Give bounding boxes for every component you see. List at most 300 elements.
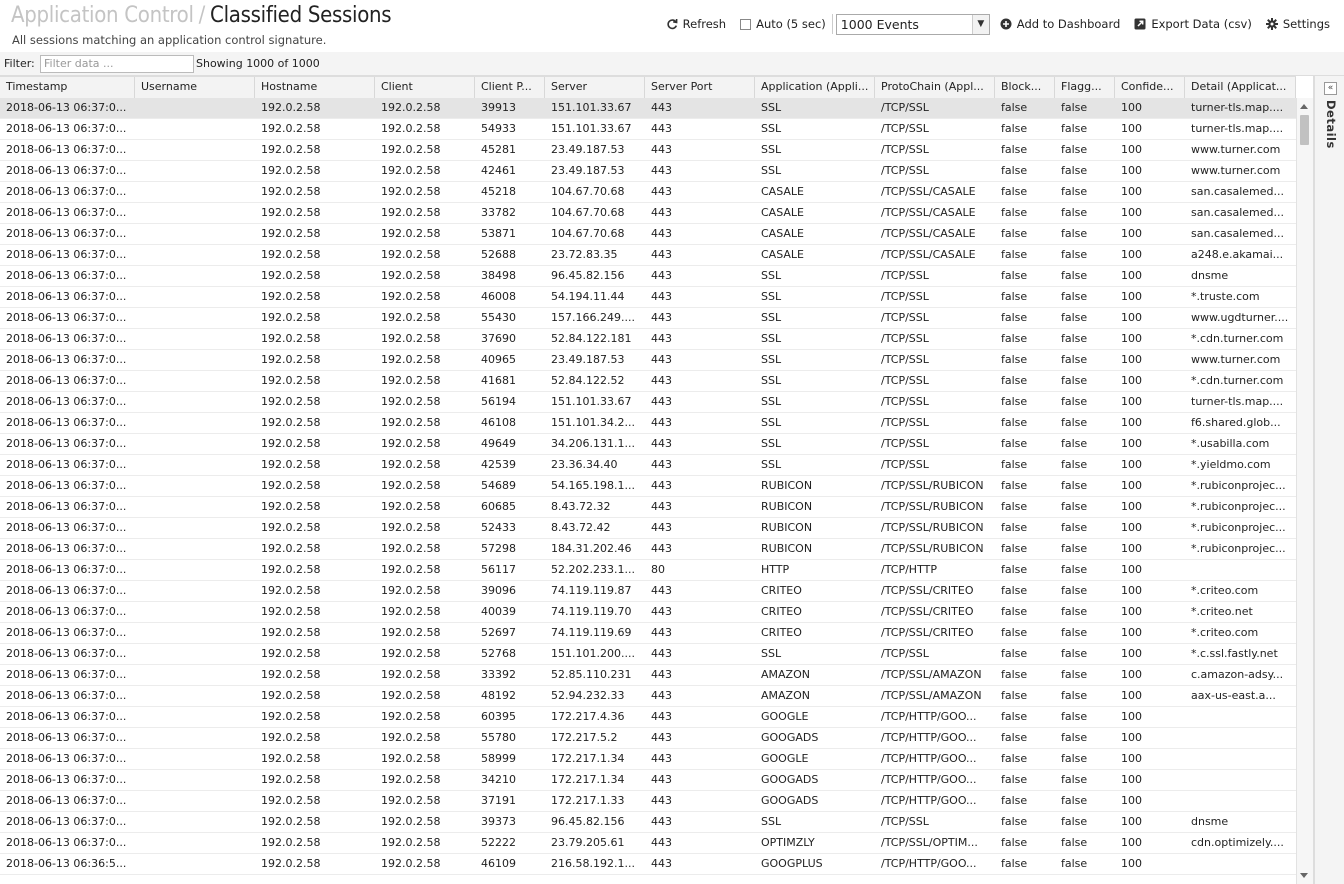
cell-client: 192.0.2.58 [381, 626, 441, 639]
cell-server-port: 443 [651, 353, 672, 366]
cell-server: 23.72.83.35 [551, 248, 618, 261]
cell-username [135, 539, 255, 559]
grid-header [0, 76, 1296, 99]
column-header-blocked[interactable]: Block... [995, 77, 1055, 98]
cell-client: 192.0.2.58 [381, 794, 441, 807]
cell-flagged: false [1061, 500, 1088, 513]
cell-confidence: 100 [1121, 122, 1142, 135]
cell-timestamp: 2018-06-13 06:36:5... [6, 857, 127, 870]
cell-application: SSL [761, 122, 782, 135]
cell-confidence: 100 [1121, 815, 1142, 828]
cell-username [135, 350, 255, 370]
cell-server: 151.101.33.67 [551, 395, 632, 408]
cell-hostname: 192.0.2.58 [261, 752, 321, 765]
table-row[interactable] [0, 329, 1296, 350]
cell-confidence: 100 [1121, 584, 1142, 597]
auto-refresh-checkbox[interactable] [740, 17, 826, 31]
cell-detail: *.criteo.com [1191, 626, 1259, 639]
cell-server: 184.31.202.46 [551, 542, 632, 555]
cell-timestamp: 2018-06-13 06:37:0... [6, 374, 127, 387]
cell-username [135, 434, 255, 454]
sessions-grid [0, 76, 1314, 884]
cell-hostname: 192.0.2.58 [261, 332, 321, 345]
cell-client: 192.0.2.58 [381, 206, 441, 219]
table-row[interactable] [0, 413, 1296, 434]
details-panel-label[interactable]: Details [1324, 100, 1338, 149]
table-row[interactable] [0, 623, 1296, 644]
column-header-server-port[interactable]: Server Port [645, 77, 755, 98]
cell-flagged: false [1061, 290, 1088, 303]
cell-client-port: 37191 [481, 794, 516, 807]
cell-hostname: 192.0.2.58 [261, 794, 321, 807]
table-row[interactable] [0, 539, 1296, 560]
filter-bar [0, 52, 1344, 76]
cell-hostname: 192.0.2.58 [261, 479, 321, 492]
cell-application: SSL [761, 164, 782, 177]
column-header-flagged[interactable]: Flagg... [1055, 77, 1115, 98]
cell-protochain: /TCP/SSL [881, 101, 929, 114]
cell-server: 151.101.33.67 [551, 101, 632, 114]
cell-client: 192.0.2.58 [381, 122, 441, 135]
table-row[interactable] [0, 371, 1296, 392]
cell-blocked: false [1001, 752, 1028, 765]
cell-blocked: false [1001, 269, 1028, 282]
cell-client: 192.0.2.58 [381, 836, 441, 849]
cell-client: 192.0.2.58 [381, 101, 441, 114]
cell-blocked: false [1001, 584, 1028, 597]
vertical-scrollbar[interactable] [1296, 98, 1314, 884]
table-row[interactable] [0, 245, 1296, 266]
cell-client-port: 45218 [481, 185, 516, 198]
cell-hostname: 192.0.2.58 [261, 773, 321, 786]
cell-hostname: 192.0.2.58 [261, 542, 321, 555]
cell-server: 151.101.33.67 [551, 122, 632, 135]
cell-client: 192.0.2.58 [381, 647, 441, 660]
table-row[interactable] [0, 518, 1296, 539]
cell-blocked: false [1001, 353, 1028, 366]
column-header-client-port[interactable]: Client P... [475, 77, 545, 98]
cell-timestamp: 2018-06-13 06:37:0... [6, 521, 127, 534]
cell-blocked: false [1001, 857, 1028, 870]
table-row[interactable] [0, 308, 1296, 329]
cell-protochain: /TCP/SSL/RUBICON [881, 521, 984, 534]
cell-timestamp: 2018-06-13 06:37:0... [6, 164, 127, 177]
cell-detail: c.amazon-adsy... [1191, 668, 1284, 681]
chevron-down-icon[interactable]: ▼ [972, 15, 989, 34]
cell-detail: *.cdn.turner.com [1191, 374, 1284, 387]
cell-hostname: 192.0.2.58 [261, 689, 321, 702]
cell-detail: *.rubiconprojec... [1191, 521, 1286, 534]
double-chevron-left-icon[interactable]: « [1324, 82, 1337, 95]
cell-server-port: 443 [651, 311, 672, 324]
cell-hostname: 192.0.2.58 [261, 269, 321, 282]
cell-timestamp: 2018-06-13 06:37:0... [6, 353, 127, 366]
cell-detail: *.rubiconprojec... [1191, 479, 1286, 492]
cell-server-port: 443 [651, 626, 672, 639]
cell-flagged: false [1061, 689, 1088, 702]
cell-flagged: false [1061, 794, 1088, 807]
cell-hostname: 192.0.2.58 [261, 164, 321, 177]
cell-client: 192.0.2.58 [381, 857, 441, 870]
cell-server: 74.119.119.87 [551, 584, 632, 597]
cell-timestamp: 2018-06-13 06:37:0... [6, 647, 127, 660]
checkbox-box[interactable] [740, 19, 751, 30]
table-row[interactable] [0, 98, 1296, 119]
cell-application: GOOGPLUS [761, 857, 823, 870]
table-row[interactable] [0, 161, 1296, 182]
cell-blocked: false [1001, 416, 1028, 429]
cell-application: GOOGLE [761, 710, 809, 723]
cell-server: 96.45.82.156 [551, 269, 625, 282]
cell-hostname: 192.0.2.58 [261, 815, 321, 828]
cell-blocked: false [1001, 605, 1028, 618]
cell-blocked: false [1001, 626, 1028, 639]
cell-username [135, 560, 255, 580]
cell-blocked: false [1001, 647, 1028, 660]
table-row[interactable] [0, 749, 1296, 770]
cell-confidence: 100 [1121, 752, 1142, 765]
cell-client-port: 40965 [481, 353, 516, 366]
cell-server-port: 443 [651, 332, 672, 345]
table-row[interactable] [0, 833, 1296, 854]
cell-flagged: false [1061, 563, 1088, 576]
cell-detail: dnsme [1191, 815, 1229, 828]
cell-flagged: false [1061, 605, 1088, 618]
cell-username [135, 707, 255, 727]
cell-client-port: 60395 [481, 710, 516, 723]
cell-username [135, 644, 255, 664]
table-row[interactable] [0, 812, 1296, 833]
column-header-timestamp[interactable]: Timestamp [0, 77, 135, 98]
cell-timestamp: 2018-06-13 06:37:0... [6, 563, 127, 576]
cell-client: 192.0.2.58 [381, 269, 441, 282]
cell-flagged: false [1061, 731, 1088, 744]
cell-protochain: /TCP/SSL/CASALE [881, 206, 976, 219]
cell-confidence: 100 [1121, 101, 1142, 114]
settings-button[interactable] [1266, 17, 1330, 31]
cell-username [135, 686, 255, 706]
table-row[interactable] [0, 392, 1296, 413]
cell-server-port: 443 [651, 122, 672, 135]
cell-confidence: 100 [1121, 458, 1142, 471]
add-to-dashboard-button[interactable] [1000, 17, 1121, 31]
table-row[interactable] [0, 497, 1296, 518]
table-row[interactable] [0, 644, 1296, 665]
cell-application: SSL [761, 332, 782, 345]
cell-hostname: 192.0.2.58 [261, 668, 321, 681]
cell-detail: san.casalemed... [1191, 185, 1284, 198]
cell-hostname: 192.0.2.58 [261, 290, 321, 303]
table-row[interactable] [0, 455, 1296, 476]
cell-hostname: 192.0.2.58 [261, 227, 321, 240]
cell-server: 74.119.119.70 [551, 605, 632, 618]
table-row[interactable] [0, 350, 1296, 371]
cell-username [135, 287, 255, 307]
cell-server: 96.45.82.156 [551, 815, 625, 828]
cell-client: 192.0.2.58 [381, 710, 441, 723]
cell-server-port: 443 [651, 101, 672, 114]
cell-username [135, 770, 255, 790]
cell-blocked: false [1001, 143, 1028, 156]
cell-confidence: 100 [1121, 269, 1142, 282]
cell-server-port: 443 [651, 542, 672, 555]
cell-timestamp: 2018-06-13 06:37:0... [6, 185, 127, 198]
cell-username [135, 98, 255, 118]
column-header-application[interactable]: Application (Appli... [755, 77, 875, 98]
cell-flagged: false [1061, 479, 1088, 492]
cell-detail: f6.shared.glob... [1191, 416, 1281, 429]
cell-client: 192.0.2.58 [381, 479, 441, 492]
scroll-down-arrow[interactable] [1300, 873, 1308, 878]
column-header-hostname[interactable]: Hostname [255, 77, 375, 98]
cell-server-port: 443 [651, 290, 672, 303]
cell-username [135, 455, 255, 475]
refresh-button[interactable] [666, 17, 726, 31]
cell-protochain: /TCP/HTTP/GOO... [881, 752, 977, 765]
cell-timestamp: 2018-06-13 06:37:0... [6, 143, 127, 156]
cell-client: 192.0.2.58 [381, 248, 441, 261]
cell-confidence: 100 [1121, 374, 1142, 387]
cell-flagged: false [1061, 584, 1088, 597]
cell-hostname: 192.0.2.58 [261, 353, 321, 366]
cell-protochain: /TCP/SSL/OPTIM... [881, 836, 978, 849]
cell-server: 104.67.70.68 [551, 227, 625, 240]
cell-protochain: /TCP/SSL [881, 458, 929, 471]
cell-client-port: 39096 [481, 584, 516, 597]
column-header-client[interactable]: Client [375, 77, 475, 98]
cell-client-port: 57298 [481, 542, 516, 555]
cell-flagged: false [1061, 227, 1088, 240]
cell-blocked: false [1001, 332, 1028, 345]
cell-client: 192.0.2.58 [381, 395, 441, 408]
cell-client: 192.0.2.58 [381, 143, 441, 156]
page-title: Classified Sessions [210, 3, 392, 28]
cell-detail: *.yieldmo.com [1191, 458, 1271, 471]
cell-blocked: false [1001, 437, 1028, 450]
table-row[interactable] [0, 119, 1296, 140]
cell-client: 192.0.2.58 [381, 584, 441, 597]
cell-flagged: false [1061, 710, 1088, 723]
cell-flagged: false [1061, 773, 1088, 786]
cell-blocked: false [1001, 164, 1028, 177]
cell-protochain: /TCP/SSL/RUBICON [881, 479, 984, 492]
cell-blocked: false [1001, 731, 1028, 744]
cell-protochain: /TCP/SSL [881, 164, 929, 177]
cell-application: SSL [761, 269, 782, 282]
cell-application: SSL [761, 374, 782, 387]
cell-application: RUBICON [761, 521, 813, 534]
cell-client: 192.0.2.58 [381, 668, 441, 681]
cell-client: 192.0.2.58 [381, 605, 441, 618]
column-header-server[interactable]: Server [545, 77, 645, 98]
cell-flagged: false [1061, 101, 1088, 114]
table-row[interactable] [0, 686, 1296, 707]
table-row[interactable] [0, 182, 1296, 203]
showing-count: Showing 1000 of 1000 [196, 57, 320, 70]
breadcrumb-app-control[interactable]: Application Control [11, 3, 194, 28]
cell-client: 192.0.2.58 [381, 773, 441, 786]
cell-client: 192.0.2.58 [381, 416, 441, 429]
cell-client: 192.0.2.58 [381, 731, 441, 744]
table-row[interactable] [0, 287, 1296, 308]
table-row[interactable] [0, 665, 1296, 686]
cell-username [135, 119, 255, 139]
cell-application: CASALE [761, 227, 804, 240]
cell-detail: www.turner.com [1191, 143, 1281, 156]
events-count-select[interactable] [836, 14, 990, 35]
cell-confidence: 100 [1121, 773, 1142, 786]
cell-client-port: 56117 [481, 563, 516, 576]
cell-hostname: 192.0.2.58 [261, 710, 321, 723]
cell-username [135, 161, 255, 181]
table-row[interactable] [0, 707, 1296, 728]
cell-protochain: /TCP/SSL/CASALE [881, 227, 976, 240]
cell-blocked: false [1001, 563, 1028, 576]
cell-application: RUBICON [761, 542, 813, 555]
table-row[interactable] [0, 791, 1296, 812]
cell-application: CASALE [761, 185, 804, 198]
cell-flagged: false [1061, 815, 1088, 828]
cell-flagged: false [1061, 458, 1088, 471]
cell-confidence: 100 [1121, 500, 1142, 513]
external-link-icon [1134, 18, 1146, 30]
column-header-protochain[interactable]: ProtoChain (Appl... [875, 77, 995, 98]
cell-application: CRITEO [761, 626, 802, 639]
cell-blocked: false [1001, 374, 1028, 387]
table-row[interactable] [0, 602, 1296, 623]
settings-label: Settings [1282, 17, 1330, 31]
cell-hostname: 192.0.2.58 [261, 122, 321, 135]
gear-icon [1266, 18, 1278, 30]
table-row[interactable] [0, 728, 1296, 749]
cell-server: 52.85.110.231 [551, 668, 632, 681]
cell-detail: *.cdn.turner.com [1191, 332, 1284, 345]
cell-blocked: false [1001, 458, 1028, 471]
cell-confidence: 100 [1121, 290, 1142, 303]
cell-protochain: /TCP/HTTP [881, 563, 937, 576]
table-row[interactable] [0, 203, 1296, 224]
cell-detail [1185, 707, 1296, 727]
cell-username [135, 581, 255, 601]
cell-protochain: /TCP/SSL [881, 437, 929, 450]
cell-confidence: 100 [1121, 689, 1142, 702]
cell-client-port: 37690 [481, 332, 516, 345]
cell-flagged: false [1061, 164, 1088, 177]
cell-application: CRITEO [761, 605, 802, 618]
filter-input[interactable]: Filter data ... [40, 55, 194, 73]
cell-username [135, 518, 255, 538]
cell-server-port: 443 [651, 605, 672, 618]
export-data-button[interactable] [1134, 17, 1252, 31]
cell-protochain: /TCP/SSL/CRITEO [881, 605, 974, 618]
cell-protochain: /TCP/HTTP/GOO... [881, 731, 977, 744]
cell-client-port: 60685 [481, 500, 516, 513]
cell-server-port: 443 [651, 521, 672, 534]
cell-client-port: 38498 [481, 269, 516, 282]
cell-application: SSL [761, 815, 782, 828]
scroll-up-arrow[interactable] [1300, 104, 1308, 109]
table-row[interactable] [0, 476, 1296, 497]
cell-blocked: false [1001, 500, 1028, 513]
cell-hostname: 192.0.2.58 [261, 521, 321, 534]
cell-confidence: 100 [1121, 668, 1142, 681]
cell-confidence: 100 [1121, 437, 1142, 450]
cell-blocked: false [1001, 101, 1028, 114]
table-row[interactable] [0, 581, 1296, 602]
cell-confidence: 100 [1121, 479, 1142, 492]
cell-username [135, 623, 255, 643]
cell-client: 192.0.2.58 [381, 563, 441, 576]
cell-server-port: 443 [651, 794, 672, 807]
cell-confidence: 100 [1121, 311, 1142, 324]
cell-application: SSL [761, 647, 782, 660]
cell-timestamp: 2018-06-13 06:37:0... [6, 794, 127, 807]
toolbar [666, 13, 1344, 35]
cell-server: 52.84.122.181 [551, 332, 632, 345]
cell-server: 23.49.187.53 [551, 353, 625, 366]
cell-flagged: false [1061, 248, 1088, 261]
table-row[interactable] [0, 140, 1296, 161]
cell-username [135, 728, 255, 748]
column-header-detail[interactable]: Detail (Applicat... [1185, 77, 1296, 98]
cell-client: 192.0.2.58 [381, 689, 441, 702]
cell-timestamp: 2018-06-13 06:37:0... [6, 122, 127, 135]
cell-blocked: false [1001, 668, 1028, 681]
cell-server-port: 443 [651, 647, 672, 660]
page-header [0, 0, 1344, 52]
cell-server-port: 80 [651, 563, 665, 576]
cell-username [135, 308, 255, 328]
cell-detail [1185, 791, 1296, 811]
table-row[interactable] [0, 560, 1296, 581]
scrollbar-thumb[interactable] [1300, 115, 1309, 145]
cell-server: 172.217.4.36 [551, 710, 625, 723]
add-to-dashboard-label: Add to Dashboard [1016, 17, 1121, 31]
column-header-confidence[interactable]: Confide... [1115, 77, 1185, 98]
table-row[interactable] [0, 434, 1296, 455]
cell-server: 54.194.11.44 [551, 290, 625, 303]
table-row[interactable] [0, 224, 1296, 245]
cell-server: 74.119.119.69 [551, 626, 632, 639]
cell-flagged: false [1061, 353, 1088, 366]
table-row[interactable] [0, 770, 1296, 791]
cell-client: 192.0.2.58 [381, 290, 441, 303]
cell-hostname: 192.0.2.58 [261, 416, 321, 429]
cell-hostname: 192.0.2.58 [261, 500, 321, 513]
cell-timestamp: 2018-06-13 06:37:0... [6, 311, 127, 324]
cell-client-port: 52222 [481, 836, 516, 849]
cell-confidence: 100 [1121, 185, 1142, 198]
cell-server: 34.206.131.1... [551, 437, 635, 450]
cell-blocked: false [1001, 542, 1028, 555]
cell-detail: *.usabilla.com [1191, 437, 1270, 450]
cell-server-port: 443 [651, 269, 672, 282]
cell-timestamp: 2018-06-13 06:37:0... [6, 710, 127, 723]
cell-protochain: /TCP/SSL/CRITEO [881, 584, 974, 597]
export-data-label: Export Data (csv) [1151, 17, 1252, 31]
column-header-username[interactable]: Username [135, 77, 255, 98]
cell-server-port: 443 [651, 437, 672, 450]
cell-blocked: false [1001, 227, 1028, 240]
cell-client: 192.0.2.58 [381, 374, 441, 387]
cell-server: 151.101.34.2... [551, 416, 635, 429]
cell-timestamp: 2018-06-13 06:37:0... [6, 332, 127, 345]
table-row[interactable] [0, 854, 1296, 875]
cell-confidence: 100 [1121, 521, 1142, 534]
table-row[interactable] [0, 266, 1296, 287]
cell-server-port: 443 [651, 857, 672, 870]
cell-username [135, 245, 255, 265]
